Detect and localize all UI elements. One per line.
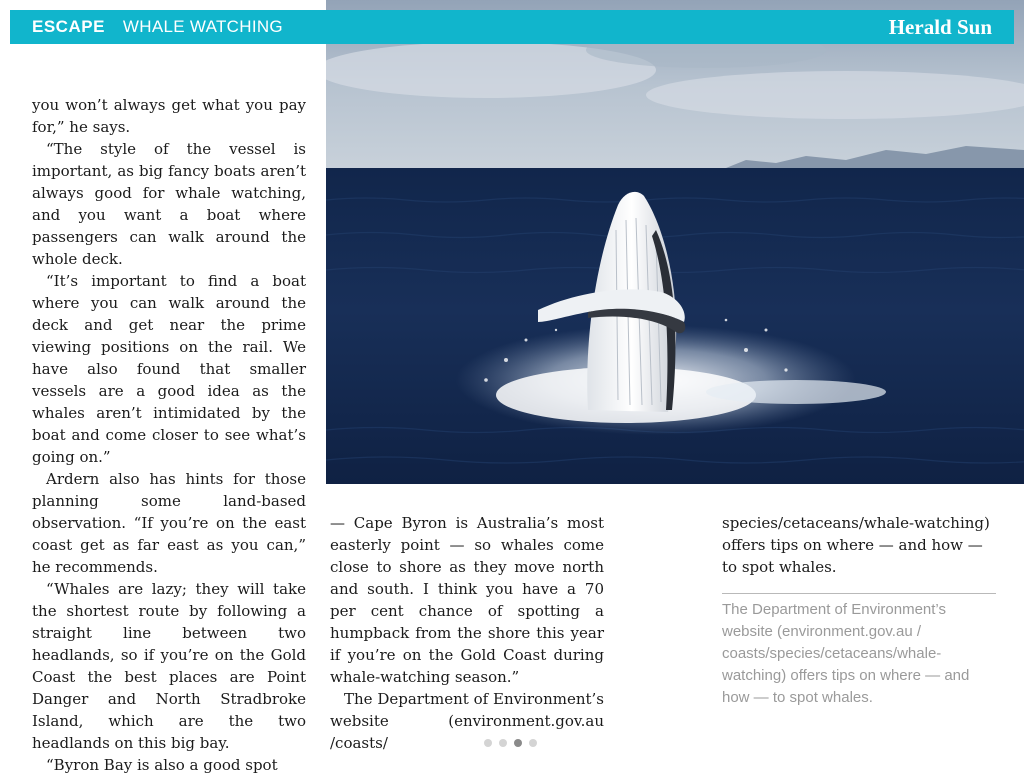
publication-logo: Herald Sun (888, 14, 992, 39)
article-column-3 (722, 512, 996, 578)
paragraph: “It’s important to find a boat where you can walk around the deck and get near the prime viewing positions on the rail. We have also found that smaller vessels are a good idea as the whales aren’t intimidated by the boat and come closer to see what’s going on.” (32, 272, 306, 466)
whale-photo (326, 0, 1024, 484)
photo-caption: The Department of Environment’s website (environment.gov.au / coasts/species/cetaceans/whale-watching) offers tips on where — and how — to spot whales. (722, 601, 970, 706)
page-indicator[interactable] (484, 739, 537, 747)
paragraph: The Department of Environment’s website (environment.gov.au /coasts/ (330, 690, 604, 752)
section-label[interactable]: ESCAPE (32, 17, 105, 36)
paragraph: “Byron Bay is also a good spot (46, 756, 278, 774)
page-dot-4[interactable] (529, 739, 537, 747)
page-dot-3-current[interactable] (514, 739, 522, 747)
paragraph: species/cetaceans/whale-watching) offers tips on where — and how — to spot whales. (722, 514, 990, 576)
paragraph: you won’t always get what you pay for,” he says. (32, 96, 306, 136)
paragraph: — Cape Byron is Australia’s most easterly point — so whales come close to shore as they move north and south. I think you have a 70 per cent chance of spotting a humpback from the shore this year if you’re on the Gold Coast during whale-watching season.” (330, 514, 604, 686)
paragraph: “Whales are lazy; they will take the shortest route by following a straight line between two headlands, so if you’re on the Gold Coast the best places are Point Danger and North Stradbroke Island, which are the two headlands on this big bay. (32, 580, 306, 752)
paragraph: “The style of the vessel is important, as big fancy boats aren’t always good for whale watching, and you want a boat where passengers can walk around the whole deck. (32, 140, 306, 268)
paragraph: Ardern also has hints for those planning some land-based observation. “If you’re on the east coast get as far east as you can,” he recommends. (32, 470, 306, 576)
page-dot-2[interactable] (499, 739, 507, 747)
caption-divider (722, 593, 996, 594)
article-column-2 (330, 512, 604, 754)
section-header-bar (10, 10, 1014, 44)
topic-label[interactable]: WHALE WATCHING (122, 17, 283, 36)
page-dot-1[interactable] (484, 739, 492, 747)
article-column-1 (32, 94, 306, 776)
